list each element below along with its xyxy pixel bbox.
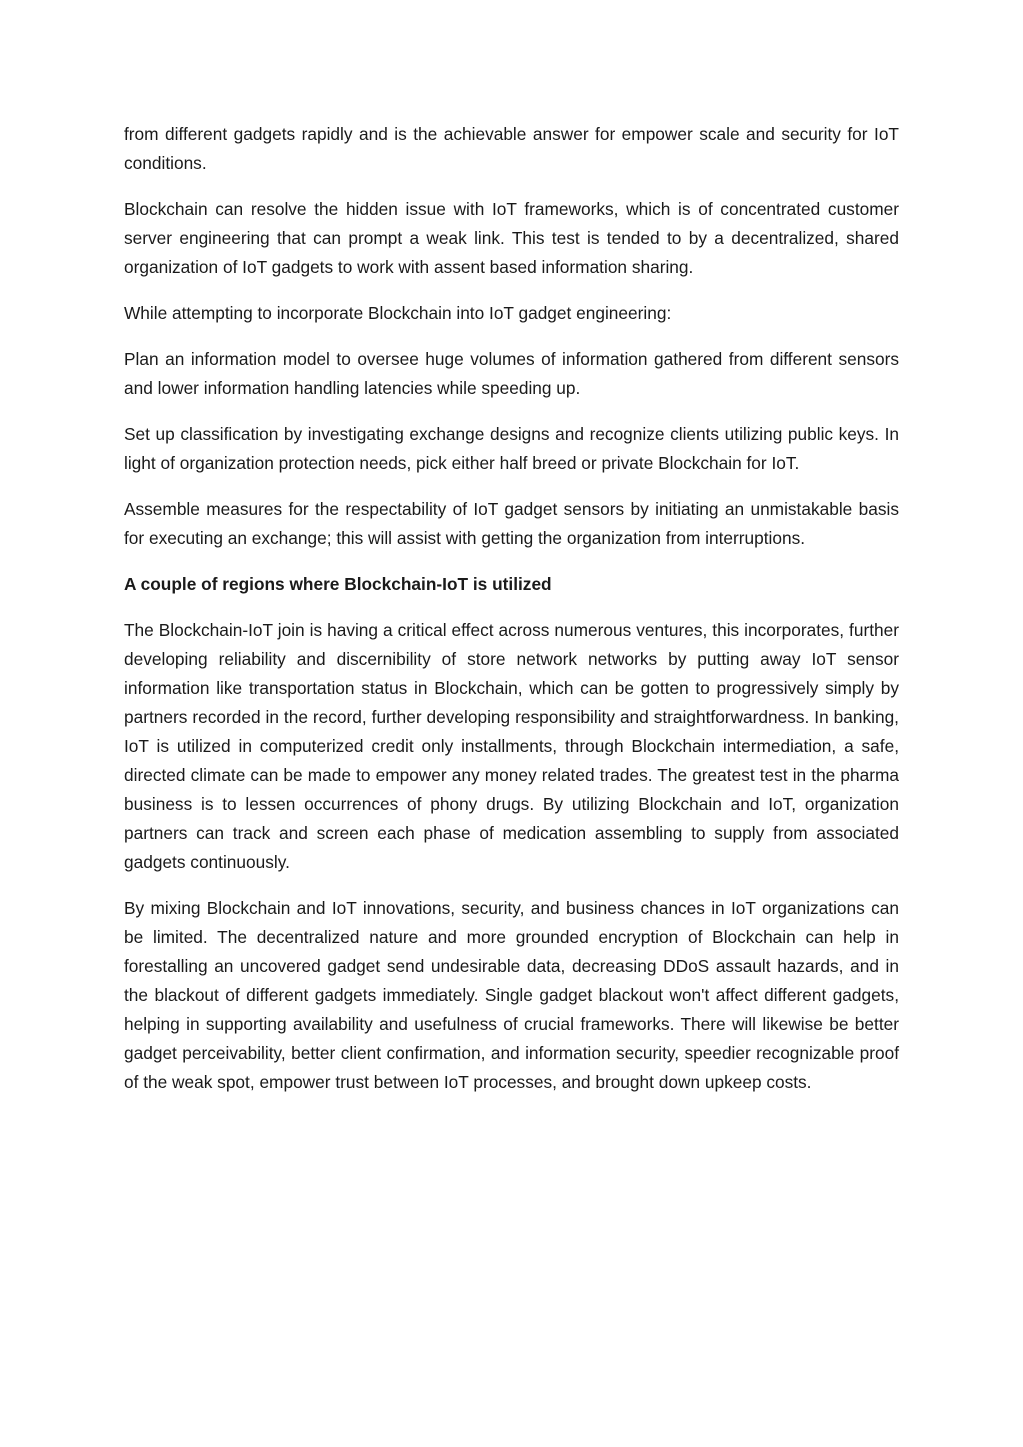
paragraph-information-model: Plan an information model to oversee huge volumes of information gathered from different sensors and lower information handling latencies while speeding up. (124, 349, 899, 398)
paragraph-respectability: Assemble measures for the respectability of IoT gadget sensors by initiating an unmistakable basis for executing an exchange; this will assist with getting the organization from interruptions. (124, 499, 899, 548)
paragraph-classification: Set up classification by investigating exchange designs and recognize clients utilizing public keys. In light of organization protection needs, pick either half breed or private Blockchain for IoT. (124, 424, 899, 473)
paragraph-incorporate-intro: While attempting to incorporate Blockchain into IoT gadget engineering: (124, 303, 672, 323)
document-page (124, 120, 899, 1114)
paragraph-intro-continuation: from different gadgets rapidly and is the achievable answer for empower scale and security for IoT conditions. (124, 124, 899, 173)
section-heading-regions: A couple of regions where Blockchain-IoT is utilized (124, 574, 552, 594)
paragraph-blockchain-resolve: Blockchain can resolve the hidden issue with IoT frameworks, which is of concentrated customer server engineering that can prompt a weak link. This test is tended to by a decentralized, shared organization of IoT gadgets to work with assent based information sharing. (124, 199, 899, 277)
paragraph-mixing-blockchain-iot: By mixing Blockchain and IoT innovations, security, and business chances in IoT organizations can be limited. The decentralized nature and more grounded encryption of Blockchain can help in forestalling an uncovered gadget send undesirable data, decreasing DDoS assault hazards, and in the blackout of different gadgets immediately. Single gadget blackout won't affect different gadgets, helping in supporting availability and usefulness of crucial frameworks. There will likewise be better gadget perceivability, better client confirmation, and information security, speedier recognizable proof of the weak spot, empower trust between IoT processes, and brought down upkeep costs. (124, 898, 899, 1092)
paragraph-blockchain-iot-join: The Blockchain-IoT join is having a critical effect across numerous ventures, this incorporates, further developing reliability and discernibility of store network networks by putting away IoT sensor information like transportation status in Blockchain, which can be gotten to progressively simply by partners recorded in the record, further developing responsibility and straightforwardness. In banking, IoT is utilized in computerized credit only installments, through Blockchain intermediation, a safe, directed climate can be made to empower any money related trades. The greatest test in the pharma business is to lessen occurrences of phony drugs. By utilizing Blockchain and IoT, organization partners can track and screen each phase of medication assembling to supply from associated gadgets continuously. (124, 620, 899, 872)
